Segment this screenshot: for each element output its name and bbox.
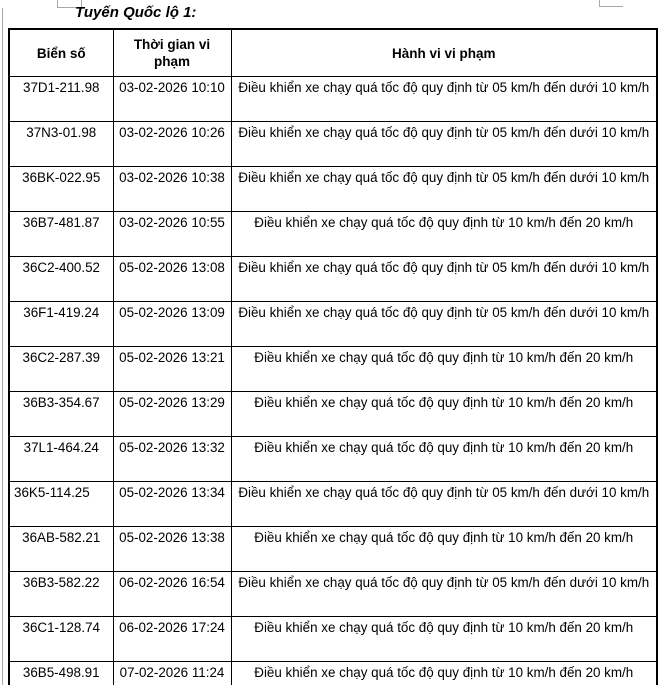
- plate-cell: 36C2-400.52: [9, 257, 113, 302]
- time-cell: 06-02-2026 16:54: [113, 572, 231, 617]
- time-cell: 03-02-2026 10:38: [113, 167, 231, 212]
- table-row: [9, 167, 657, 212]
- plate-cell: 36B3-582.22: [9, 572, 113, 617]
- violation-cell: Điều khiển xe chạy quá tốc độ quy định từ 10 km/h đến 20 km/h: [231, 392, 657, 437]
- plate-cell: 37D1-211.98: [9, 77, 113, 122]
- time-cell: 03-02-2026 10:55: [113, 212, 231, 257]
- table-row: [9, 482, 657, 527]
- violation-cell: Điều khiển xe chạy quá tốc độ quy định từ 10 km/h đến 20 km/h: [231, 212, 657, 257]
- violations-table: [8, 28, 658, 685]
- plate-cell: 36AB-582.21: [9, 527, 113, 572]
- violation-cell: Điều khiển xe chạy quá tốc độ quy định từ 10 km/h đến 20 km/h: [231, 527, 657, 572]
- plate-cell: 36F1-419.24: [9, 302, 113, 347]
- plate-cell: 36BK-022.95: [9, 167, 113, 212]
- violation-cell: Điều khiển xe chạy quá tốc độ quy định từ 05 km/h đến dưới 10 km/h: [231, 302, 657, 347]
- table-row: [9, 392, 657, 437]
- violation-cell: Điều khiển xe chạy quá tốc độ quy định từ 10 km/h đến 20 km/h: [231, 347, 657, 392]
- violation-cell: Điều khiển xe chạy quá tốc độ quy định từ 10 km/h đến 20 km/h: [231, 662, 657, 685]
- table-row: [9, 77, 657, 122]
- time-cell: 05-02-2026 13:32: [113, 437, 231, 482]
- plate-cell: 36B3-354.67: [9, 392, 113, 437]
- table-row: [9, 347, 657, 392]
- violation-cell: Điều khiển xe chạy quá tốc độ quy định từ 10 km/h đến 20 km/h: [231, 437, 657, 482]
- table-row: [9, 212, 657, 257]
- route-title: Tuyến Quốc lộ 1:: [75, 4, 197, 21]
- violation-cell: Điều khiển xe chạy quá tốc độ quy định từ 05 km/h đến dưới 10 km/h: [231, 482, 657, 527]
- table-row: [9, 617, 657, 662]
- plate-cell: 36C1-128.74: [9, 617, 113, 662]
- violation-cell: Điều khiển xe chạy quá tốc độ quy định từ 05 km/h đến dưới 10 km/h: [231, 122, 657, 167]
- time-cell: 07-02-2026 11:24: [113, 662, 231, 685]
- column-header-time: Thời gian vi phạm: [113, 29, 231, 77]
- table-header-row: [9, 29, 657, 77]
- time-cell: 06-02-2026 17:24: [113, 617, 231, 662]
- table-row: [9, 527, 657, 572]
- table-row: [9, 122, 657, 167]
- plate-cell: 37N3-01.98: [9, 122, 113, 167]
- column-header-violation: Hành vi vi phạm: [231, 29, 657, 77]
- time-cell: 05-02-2026 13:09: [113, 302, 231, 347]
- column-header-plate: Biển số: [9, 29, 113, 77]
- time-cell: 05-02-2026 13:08: [113, 257, 231, 302]
- violation-cell: Điều khiển xe chạy quá tốc độ quy định từ 05 km/h đến dưới 10 km/h: [231, 257, 657, 302]
- time-cell: 05-02-2026 13:34: [113, 482, 231, 527]
- time-cell: 05-02-2026 13:21: [113, 347, 231, 392]
- page-margin-guide: [2, 8, 3, 685]
- time-cell: 03-02-2026 10:26: [113, 122, 231, 167]
- time-cell: 05-02-2026 13:38: [113, 527, 231, 572]
- table-row: [9, 662, 657, 685]
- plate-cell: 36C2-287.39: [9, 347, 113, 392]
- cropped-element-top-right: [599, 0, 623, 7]
- violation-cell: Điều khiển xe chạy quá tốc độ quy định từ 05 km/h đến dưới 10 km/h: [231, 572, 657, 617]
- time-cell: 05-02-2026 13:29: [113, 392, 231, 437]
- plate-cell: 36B5-498.91: [9, 662, 113, 685]
- table-row: [9, 257, 657, 302]
- table-row: [9, 572, 657, 617]
- plate-cell: 36B7-481.87: [9, 212, 113, 257]
- violation-cell: Điều khiển xe chạy quá tốc độ quy định từ 05 km/h đến dưới 10 km/h: [231, 77, 657, 122]
- time-cell: 03-02-2026 10:10: [113, 77, 231, 122]
- table-row: [9, 302, 657, 347]
- violation-cell: Điều khiển xe chạy quá tốc độ quy định từ 05 km/h đến dưới 10 km/h: [231, 167, 657, 212]
- table-row: [9, 437, 657, 482]
- violation-cell: Điều khiển xe chạy quá tốc độ quy định từ 10 km/h đến 20 km/h: [231, 617, 657, 662]
- plate-cell: 37L1-464.24: [9, 437, 113, 482]
- plate-cell: 36K5-114.25: [9, 482, 113, 527]
